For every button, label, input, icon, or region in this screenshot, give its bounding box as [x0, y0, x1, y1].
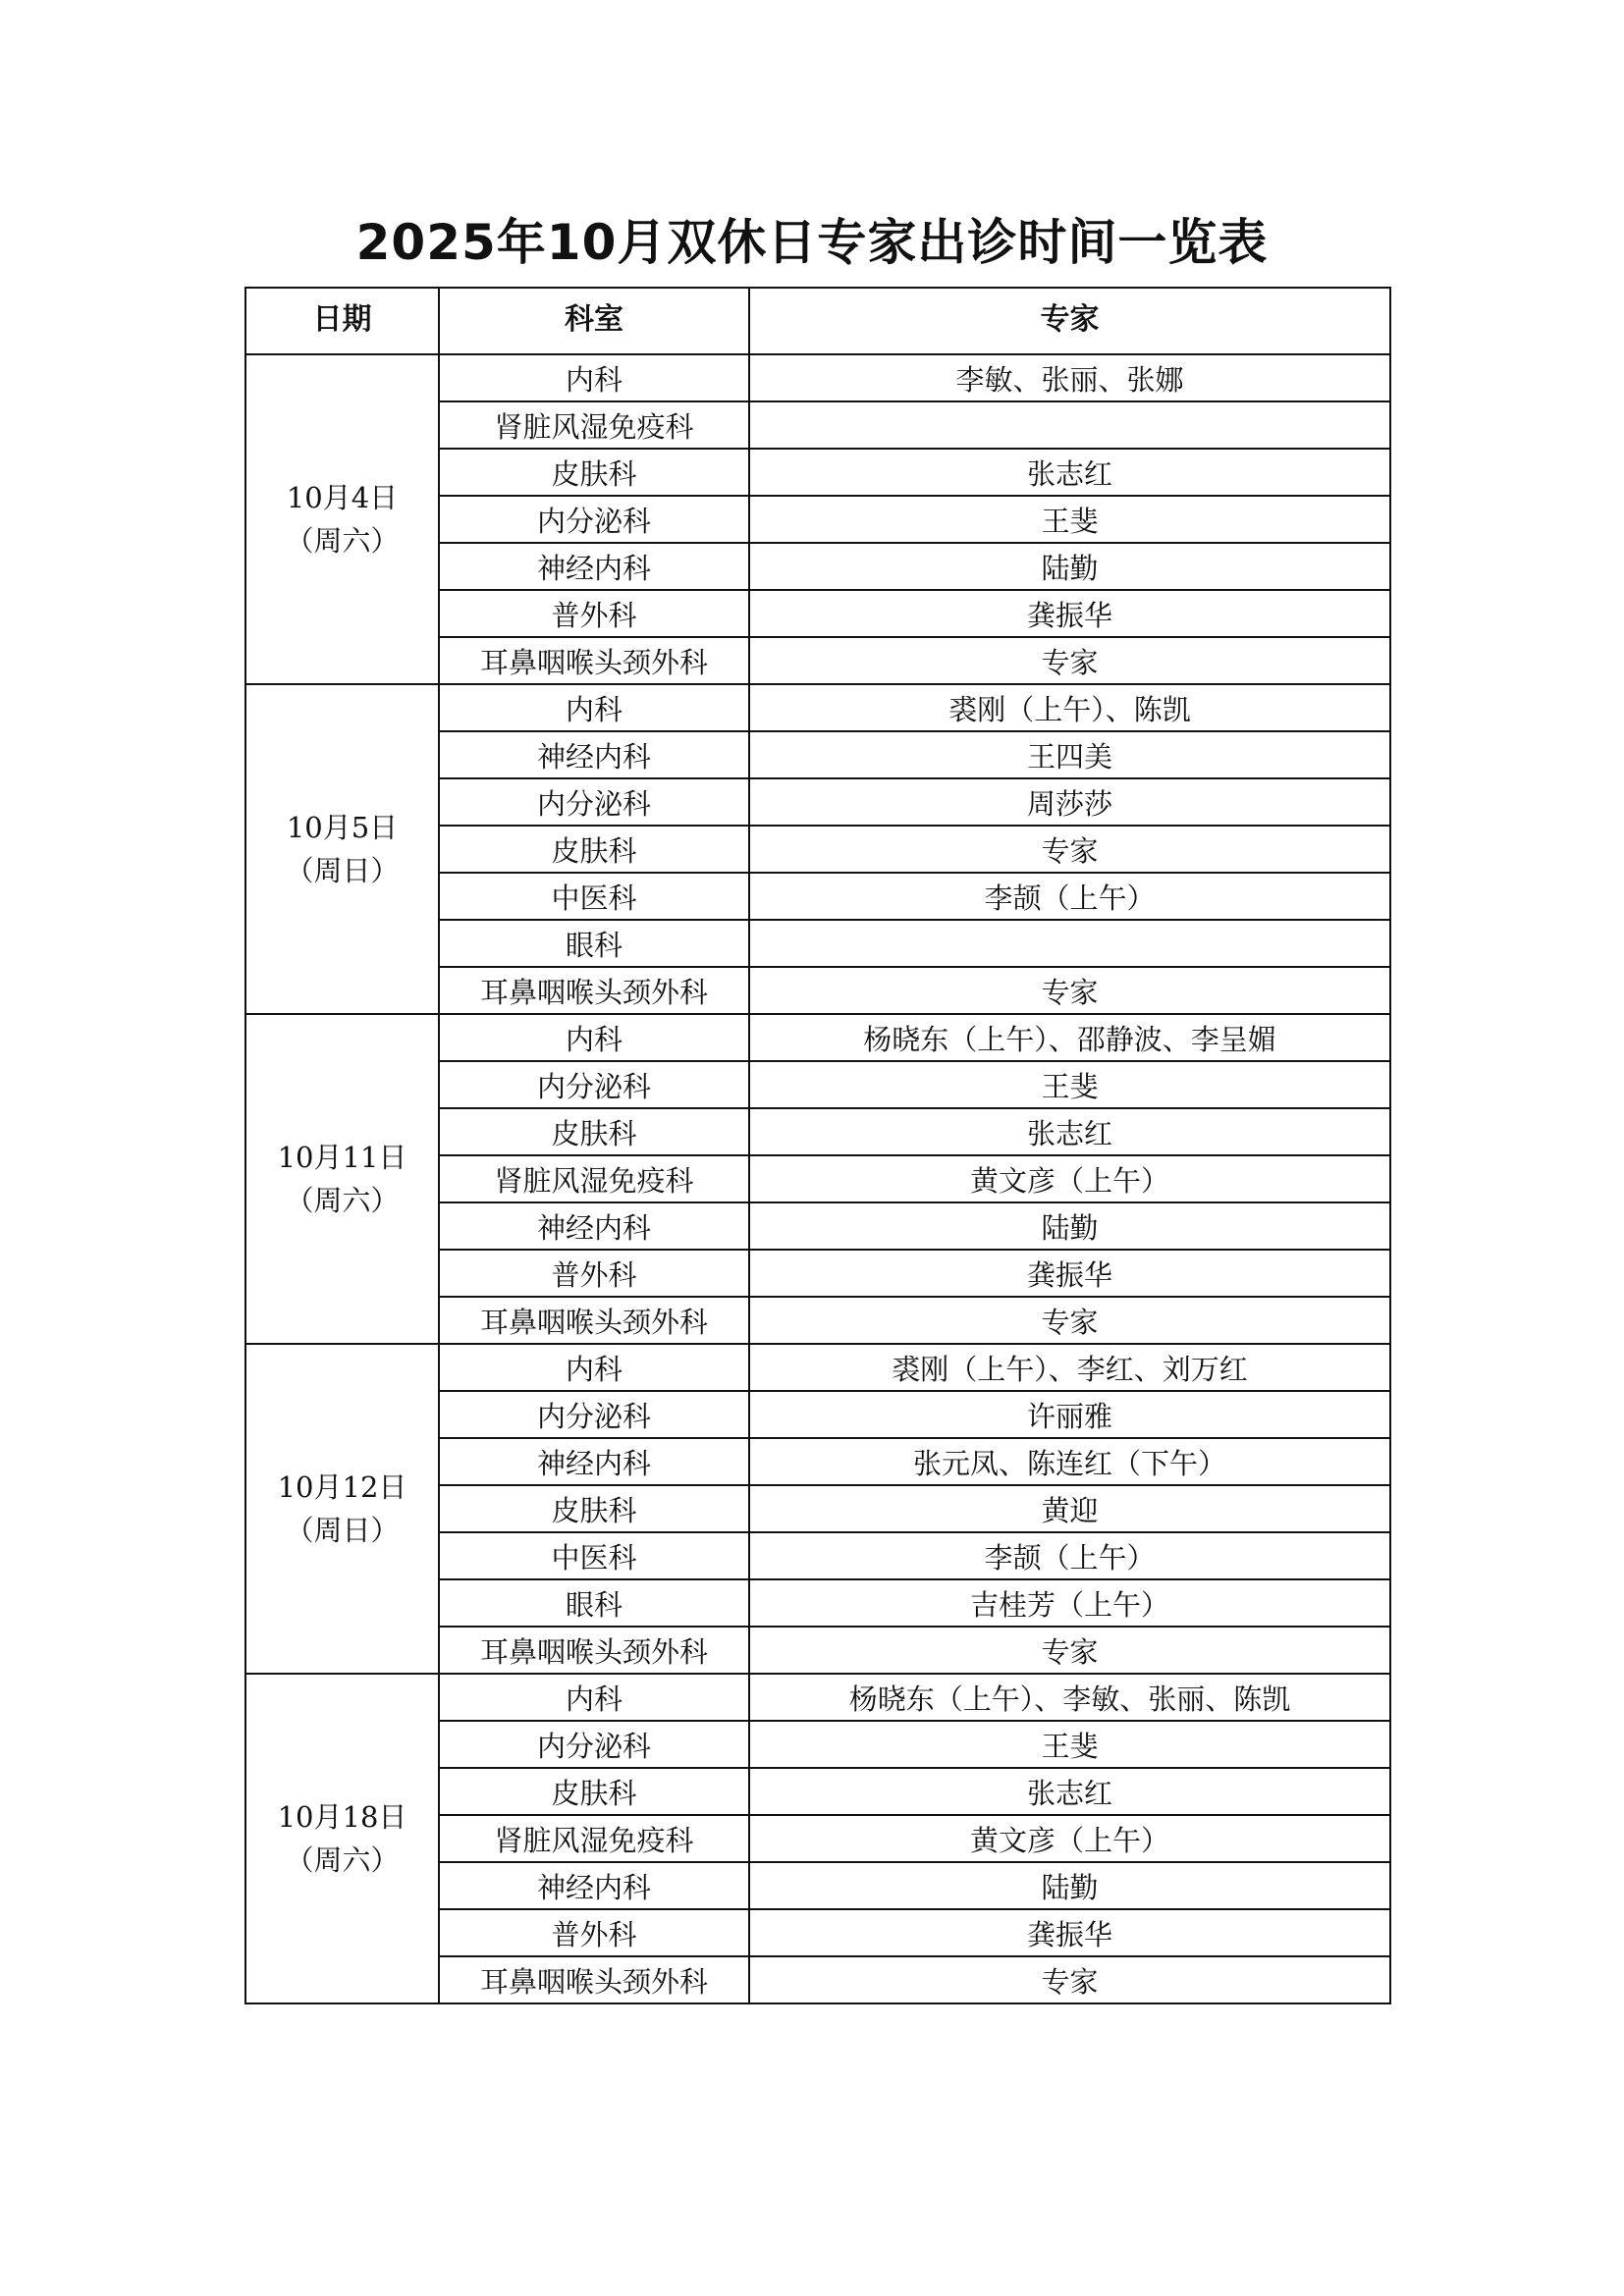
experts-cell: 王斐: [749, 1061, 1390, 1108]
department-cell: 神经内科: [439, 1438, 749, 1485]
experts-cell: 黄文彦（上午）: [749, 1815, 1390, 1862]
weekday-label: （周日）: [285, 854, 400, 887]
experts-cell: 李颉（上午）: [749, 873, 1390, 920]
experts-cell: 陆勤: [749, 1202, 1390, 1250]
department-cell: 肾脏风湿免疫科: [439, 1815, 749, 1862]
experts-cell: 专家: [749, 826, 1390, 873]
experts-cell: 专家: [749, 637, 1390, 684]
department-cell: 耳鼻咽喉头颈外科: [439, 637, 749, 684]
experts-cell: 黄迎: [749, 1485, 1390, 1532]
experts-cell: 专家: [749, 1627, 1390, 1674]
department-cell: 皮肤科: [439, 1768, 749, 1815]
date-cell: [245, 1344, 439, 1674]
department-cell: 肾脏风湿免疫科: [439, 1155, 749, 1202]
department-cell: 内科: [439, 1674, 749, 1721]
department-cell: 皮肤科: [439, 1485, 749, 1532]
experts-cell: 张志红: [749, 449, 1390, 496]
department-cell: 内科: [439, 1014, 749, 1061]
department-cell: 神经内科: [439, 543, 749, 590]
date-label: 10月18日: [277, 1800, 407, 1834]
experts-cell: 吉桂芳（上午）: [749, 1579, 1390, 1627]
table-row: [245, 354, 1390, 401]
experts-cell: 专家: [749, 967, 1390, 1014]
department-cell: 神经内科: [439, 1202, 749, 1250]
date-cell: [245, 1014, 439, 1344]
experts-cell: 张元凤、陈连红（下午）: [749, 1438, 1390, 1485]
department-cell: 内分泌科: [439, 496, 749, 543]
experts-cell: 许丽雅: [749, 1391, 1390, 1438]
department-cell: 耳鼻咽喉头颈外科: [439, 967, 749, 1014]
header-department: 科室: [439, 288, 749, 354]
weekday-label: （周六）: [285, 1184, 400, 1217]
table-row: [245, 1014, 1390, 1061]
date-label: 10月12日: [277, 1470, 407, 1504]
department-cell: 皮肤科: [439, 1108, 749, 1155]
experts-cell: 周莎莎: [749, 778, 1390, 826]
experts-cell: 裘刚（上午）、李红、刘万红: [749, 1344, 1390, 1391]
experts-cell: 专家: [749, 1956, 1390, 2003]
experts-cell: 龚振华: [749, 590, 1390, 637]
table-row: [245, 1344, 1390, 1391]
department-cell: 内分泌科: [439, 1061, 749, 1108]
department-cell: 肾脏风湿免疫科: [439, 401, 749, 449]
department-cell: 普外科: [439, 1250, 749, 1297]
table-row: [245, 684, 1390, 731]
department-cell: 眼科: [439, 1579, 749, 1627]
department-cell: 内科: [439, 354, 749, 401]
experts-cell: 张志红: [749, 1108, 1390, 1155]
date-label: 10月5日: [286, 811, 399, 844]
experts-cell: 陆勤: [749, 1862, 1390, 1909]
header-date: 日期: [245, 288, 439, 354]
experts-cell: [749, 920, 1390, 967]
page-title: 2025年10月双休日专家出诊时间一览表: [355, 214, 1269, 271]
department-cell: 内分泌科: [439, 778, 749, 826]
date-label: 10月11日: [277, 1141, 407, 1174]
department-cell: 内分泌科: [439, 1721, 749, 1768]
date-cell: [245, 354, 439, 684]
date-cell: [245, 1674, 439, 2003]
department-cell: 内科: [439, 684, 749, 731]
department-cell: 眼科: [439, 920, 749, 967]
experts-cell: 王斐: [749, 496, 1390, 543]
department-cell: 内科: [439, 1344, 749, 1391]
department-cell: 神经内科: [439, 1862, 749, 1909]
date-cell: [245, 684, 439, 1014]
department-cell: 皮肤科: [439, 826, 749, 873]
experts-cell: 王斐: [749, 1721, 1390, 1768]
experts-cell: [749, 401, 1390, 449]
experts-cell: 陆勤: [749, 543, 1390, 590]
experts-cell: 龚振华: [749, 1909, 1390, 1956]
department-cell: 内分泌科: [439, 1391, 749, 1438]
weekday-label: （周六）: [285, 1843, 400, 1877]
experts-cell: 李颉（上午）: [749, 1532, 1390, 1579]
experts-cell: 黄文彦（上午）: [749, 1155, 1390, 1202]
header-row: [245, 288, 1390, 354]
department-cell: 普外科: [439, 590, 749, 637]
department-cell: 普外科: [439, 1909, 749, 1956]
schedule-table: [244, 287, 1391, 2004]
experts-cell: 王四美: [749, 731, 1390, 778]
experts-cell: 杨晓东（上午）、李敏、张丽、陈凯: [749, 1674, 1390, 1721]
department-cell: 神经内科: [439, 731, 749, 778]
weekday-label: （周日）: [285, 1514, 400, 1547]
department-cell: 皮肤科: [439, 449, 749, 496]
department-cell: 耳鼻咽喉头颈外科: [439, 1627, 749, 1674]
experts-cell: 专家: [749, 1297, 1390, 1344]
experts-cell: 龚振华: [749, 1250, 1390, 1297]
experts-cell: 李敏、张丽、张娜: [749, 354, 1390, 401]
experts-cell: 杨晓东（上午）、邵静波、李呈媚: [749, 1014, 1390, 1061]
department-cell: 中医科: [439, 873, 749, 920]
experts-cell: 裘刚（上午）、陈凯: [749, 684, 1390, 731]
header-experts: 专家: [749, 288, 1390, 354]
department-cell: 中医科: [439, 1532, 749, 1579]
date-label: 10月4日: [286, 481, 399, 514]
schedule-body: [245, 354, 1390, 2003]
department-cell: 耳鼻咽喉头颈外科: [439, 1956, 749, 2003]
department-cell: 耳鼻咽喉头颈外科: [439, 1297, 749, 1344]
table-row: [245, 1674, 1390, 1721]
experts-cell: 张志红: [749, 1768, 1390, 1815]
weekday-label: （周六）: [285, 524, 400, 558]
